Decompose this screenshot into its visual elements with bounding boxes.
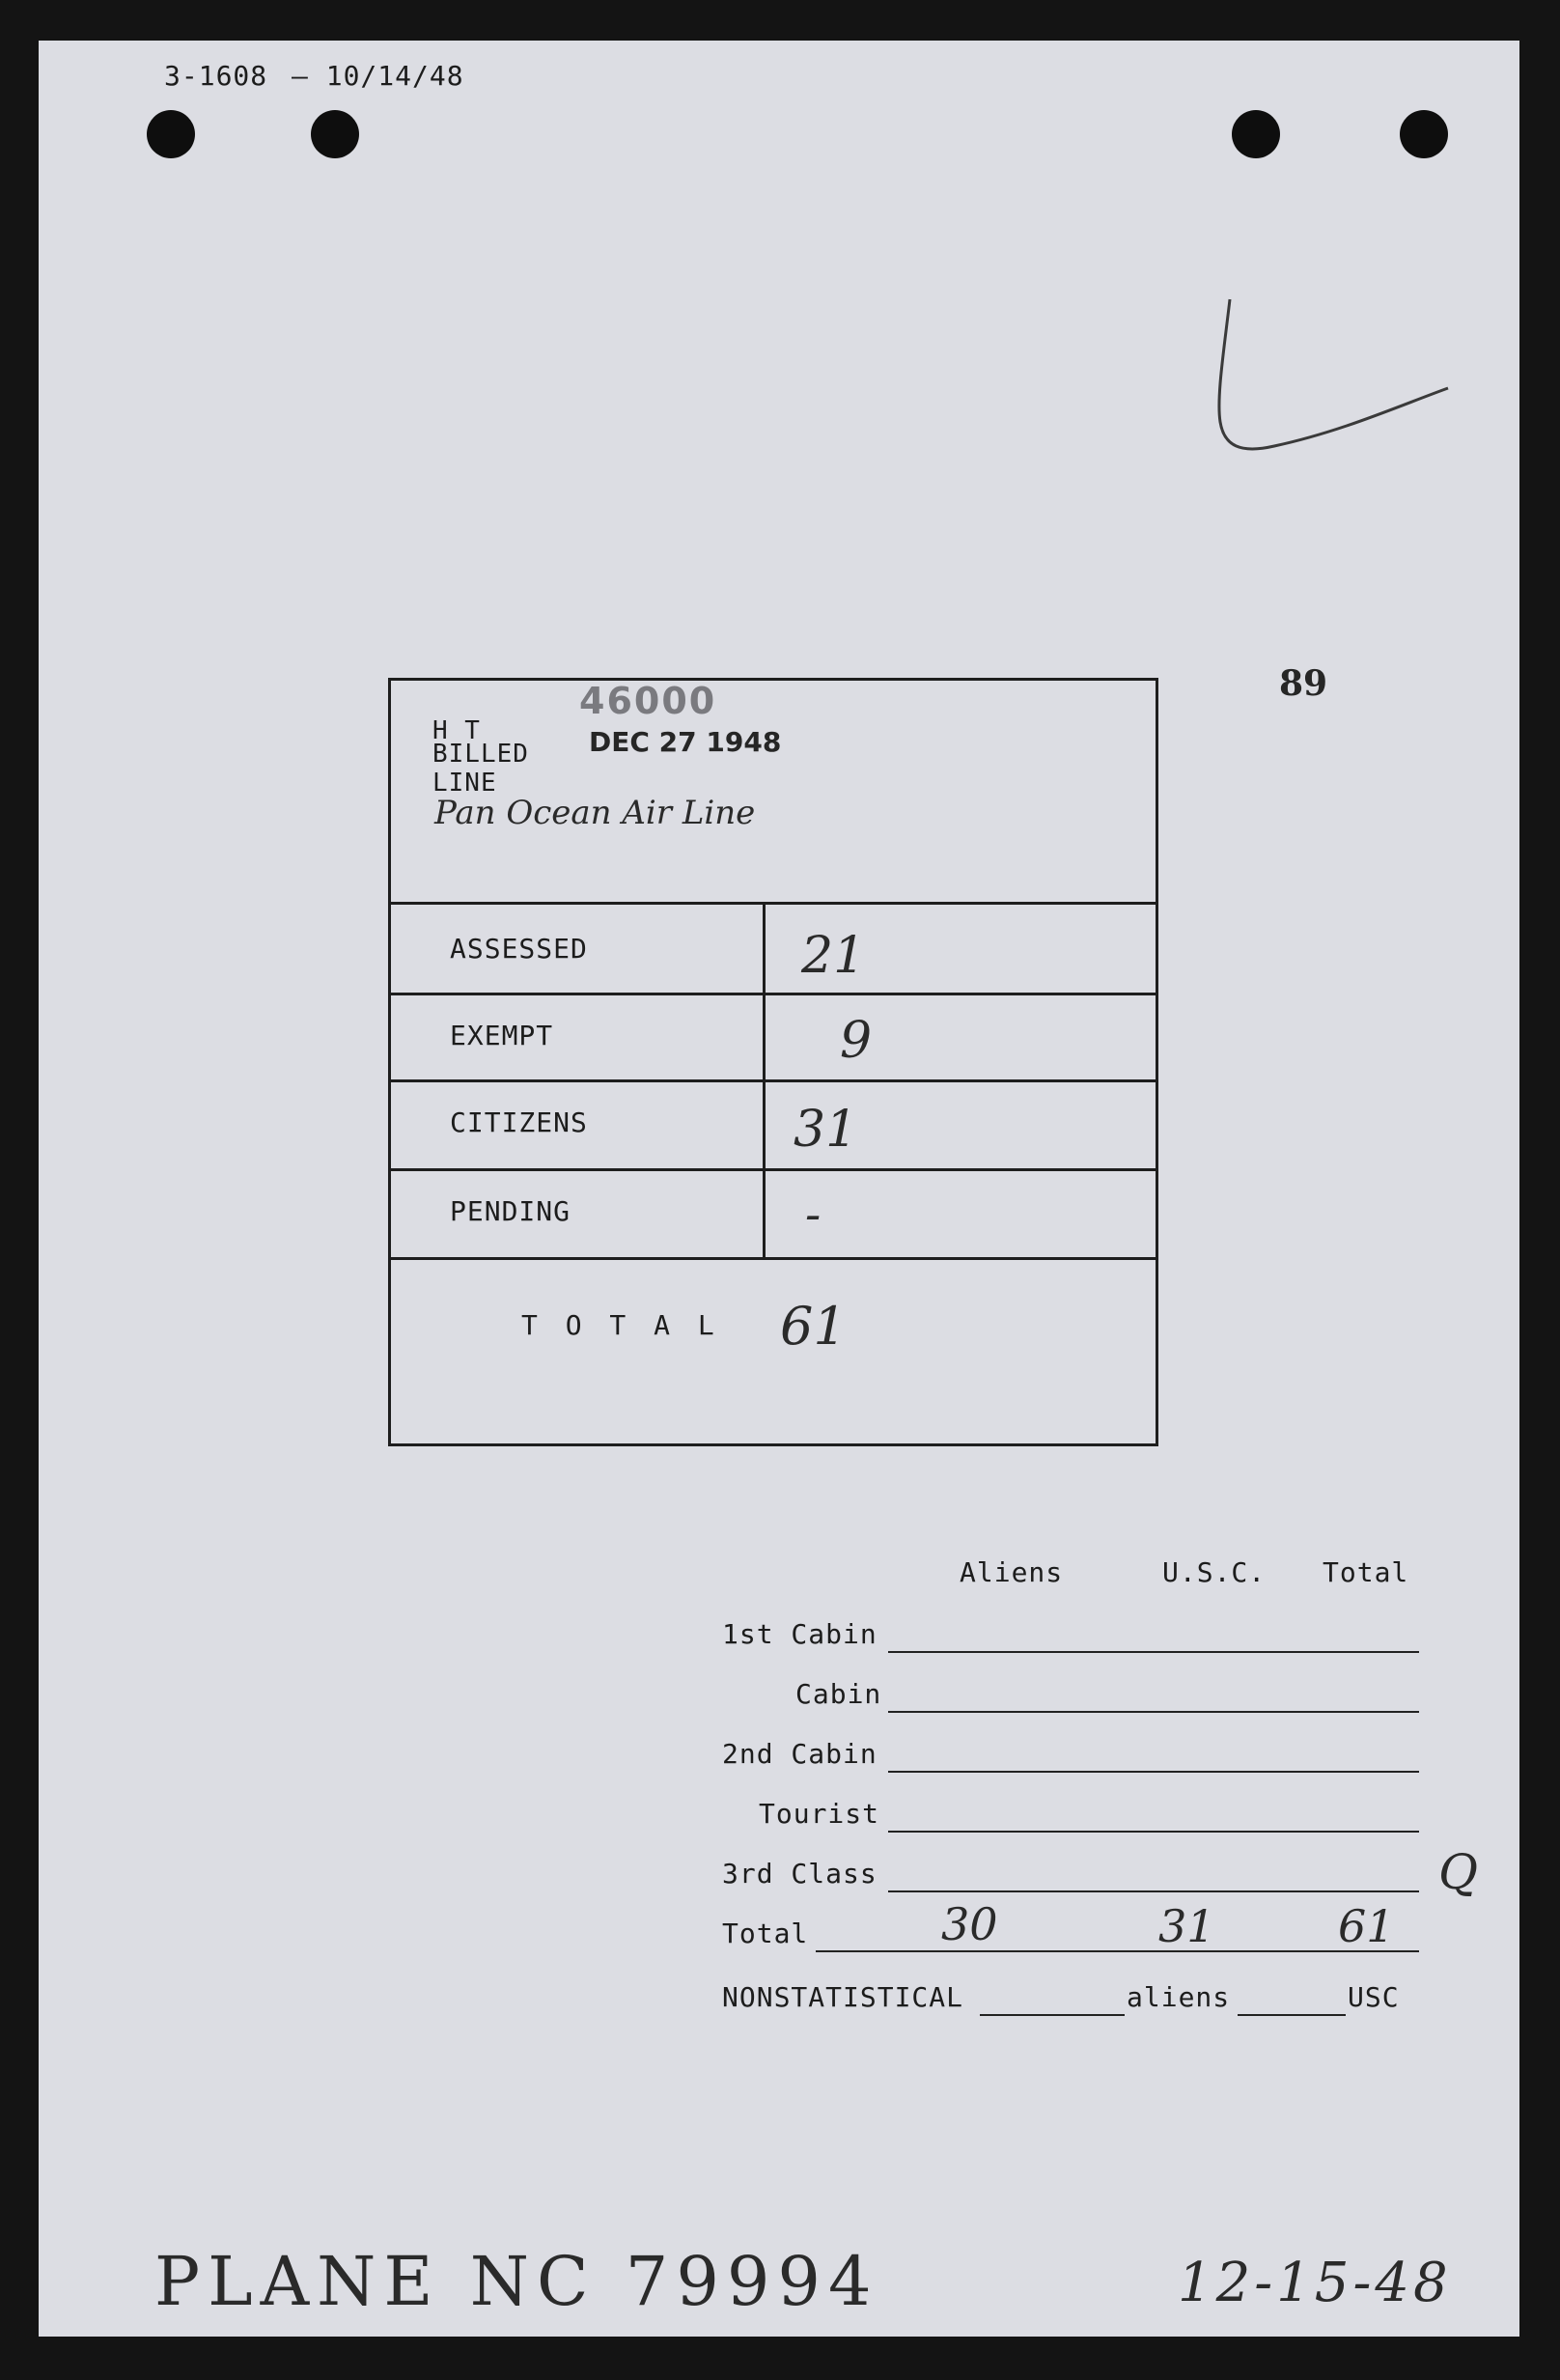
row-underline bbox=[888, 1831, 1419, 1833]
col-usc: U.S.C. bbox=[1162, 1556, 1267, 1588]
total-label: T O T A L bbox=[521, 1309, 720, 1341]
row-cabin: Cabin bbox=[795, 1678, 882, 1710]
row-underline bbox=[888, 1651, 1419, 1653]
punch-hole bbox=[1232, 110, 1280, 158]
document-page bbox=[39, 41, 1519, 2337]
nonstatistical-usc-label: USC bbox=[1348, 1981, 1400, 2013]
assessed-label: ASSESSED bbox=[450, 933, 588, 965]
citizens-value: 31 bbox=[794, 1101, 858, 1159]
row-underline bbox=[816, 1950, 1419, 1952]
total-value: 61 bbox=[780, 1296, 847, 1357]
stamp-date: DEC 27 1948 bbox=[589, 726, 782, 758]
line-label: LINE bbox=[432, 769, 497, 798]
assessed-value: 21 bbox=[801, 927, 866, 985]
grid-line bbox=[388, 1079, 1156, 1082]
exempt-value: 9 bbox=[840, 1012, 873, 1070]
exempt-label: EXEMPT bbox=[450, 1020, 554, 1051]
page-number: 89 bbox=[1279, 663, 1328, 704]
stamp-number: 46000 bbox=[579, 680, 717, 722]
total-row-aliens: 30 bbox=[941, 1898, 998, 1950]
grid-line bbox=[388, 993, 1156, 995]
nonstatistical-aliens-label: aliens bbox=[1127, 1981, 1231, 2013]
margin-mark: Q bbox=[1438, 1844, 1478, 1900]
total-row-total: 61 bbox=[1338, 1900, 1395, 1952]
punch-hole bbox=[147, 110, 195, 158]
pen-stroke-mark bbox=[1207, 292, 1458, 504]
nonstat-aliens-blank bbox=[980, 2014, 1125, 2016]
nonstatistical-label: NONSTATISTICAL bbox=[722, 1981, 964, 2013]
row-tourist: Tourist bbox=[759, 1798, 880, 1830]
pending-value: - bbox=[805, 1188, 822, 1242]
row-3rd-class: 3rd Class bbox=[722, 1858, 878, 1890]
nonstat-usc-blank bbox=[1238, 2014, 1346, 2016]
row-1st-cabin: 1st Cabin bbox=[722, 1618, 878, 1650]
ht-label: H T bbox=[432, 716, 481, 745]
row-underline bbox=[888, 1771, 1419, 1773]
row-underline bbox=[888, 1711, 1419, 1713]
footer-date: 12-15-48 bbox=[1178, 2252, 1452, 2314]
grid-line bbox=[763, 902, 766, 1257]
punch-hole bbox=[1400, 110, 1448, 158]
citizens-label: CITIZENS bbox=[450, 1106, 588, 1138]
grid-line bbox=[388, 1168, 1156, 1171]
total-row-label: Total bbox=[722, 1918, 809, 1949]
pending-label: PENDING bbox=[450, 1195, 571, 1227]
billed-label: BILLED bbox=[432, 740, 529, 769]
row-2nd-cabin: 2nd Cabin bbox=[722, 1738, 878, 1770]
form-date: — 10/14/48 bbox=[292, 60, 464, 92]
grid-line bbox=[388, 1257, 1156, 1260]
col-total: Total bbox=[1323, 1556, 1409, 1588]
grid-line bbox=[388, 902, 1156, 905]
billed-line-handwritten: Pan Ocean Air Line bbox=[434, 794, 756, 832]
plane-id: PLANE NC 79994 bbox=[154, 2242, 879, 2321]
col-aliens: Aliens bbox=[960, 1556, 1064, 1588]
total-row-usc: 31 bbox=[1158, 1900, 1215, 1952]
row-underline bbox=[888, 1890, 1419, 1892]
punch-hole bbox=[311, 110, 359, 158]
form-number: 3-1608 bbox=[164, 60, 268, 92]
